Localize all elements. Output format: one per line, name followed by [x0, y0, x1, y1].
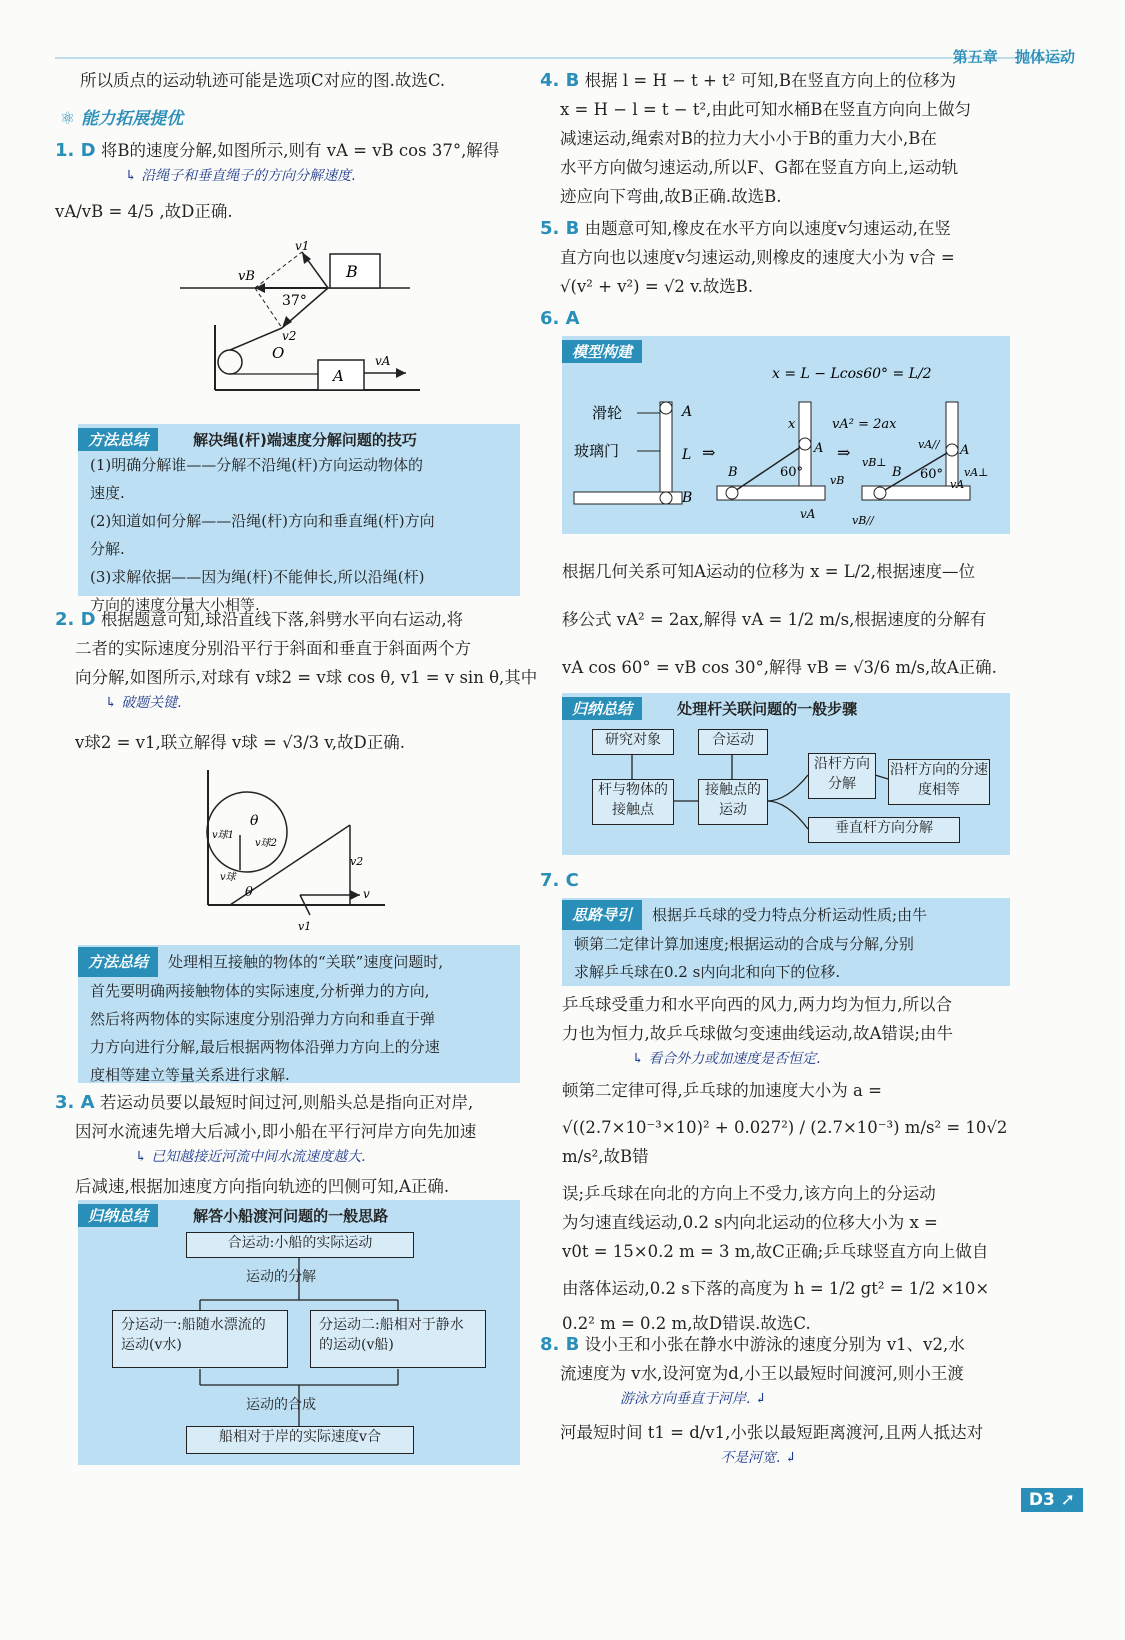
flow-lines — [78, 1200, 520, 1465]
intro-line: 所以质点的运动轨迹可能是选项C对应的图.故选C. — [80, 71, 446, 90]
model-figure — [562, 336, 1010, 534]
svg-text:60°: 60° — [780, 465, 804, 480]
svg-text:B: B — [892, 465, 902, 480]
q1-note: ↳ 沿绳子和垂直绳子的方向分解速度. — [125, 168, 356, 184]
q8-number: 8. B — [540, 1334, 580, 1355]
svg-text:A: A — [814, 441, 824, 456]
q3-number: 3. A — [55, 1092, 95, 1113]
flow-perp-rod: 垂直杆方向分解 — [808, 817, 960, 843]
q6-number: 6. A — [540, 308, 580, 329]
summary-box-1 — [78, 1200, 520, 1465]
method-summary-1 — [78, 424, 520, 614]
method2-line: 然后将两物体的实际速度分别沿弹力方向和垂直于弹 — [90, 1010, 436, 1028]
q7-number: 7. C — [540, 870, 579, 891]
guide-box: 思路导引 根据乒乓球的受力特点分析运动性质;由牛 顿第二定律计算加速度;根据运动的合成与分解,分别 求解乒乓球在0.2 s内向北和向下的位移. — [562, 898, 1010, 986]
svg-text:37°: 37° — [282, 293, 307, 309]
arrow-icon: ➚ — [1054, 1490, 1075, 1510]
method1-line: (3)求解依据——因为绳(杆)不能伸长,所以沿绳(杆) — [90, 568, 425, 586]
method1-title: 解决绳(杆)端速度分解问题的技巧 — [193, 431, 417, 449]
topic-label: 抛体运动 — [1014, 48, 1075, 66]
flow2-lines — [562, 693, 1010, 855]
flow-component-1: 分运动一:船随水漂流的运动(v水) — [112, 1310, 288, 1368]
q7-text: 乒乓球受重力和水平向西的风力,两力均为恒力,所以合 力也为恒力,故乒乓球做匀变速曲线运动,故A错误;由牛 ↳ 看合外力或加速度是否恒定. 顿第二定律可得,乒乓球的加速度大小为 a = √((2.7×10⁻³×10)² + 0.027²) / (2.7×10⁻³) m/s² = 10√2 m/s²,故B错 误;乒乓球在向北的方向上不受力,该方向上的分运动 为匀速直线运动,0.2 s内向北运动的位移大小为 x = v0t = 15×0.2 m = 3 m,故C正确;乒乓球竖直方向上做自 由落体运动,0.2 s下落的高度为 h = 1/2 gt² = 1/2 ×10× 0.2² m = 0.2 m,故D错误.故选C. — [562, 990, 1017, 1338]
svg-text:v球2: v球2 — [255, 838, 278, 849]
q2-figure — [200, 770, 400, 940]
method1-line: (1)明确分解谁——分解不沿绳(杆)方向运动物体的 — [90, 456, 423, 474]
header-rule — [55, 57, 1065, 59]
svg-text:v: v — [363, 887, 370, 901]
method1-line: 速度. — [90, 484, 125, 502]
q2-conclusion: v球2 = v1,联立解得 v球 = √3/3 v,故D正确. — [75, 733, 405, 752]
svg-text:滑轮: 滑轮 — [592, 404, 623, 422]
svg-text:B: B — [346, 262, 358, 281]
svg-text:vB: vB — [238, 269, 255, 284]
q8-block: 8. B 设小王和小张在静水中游泳的速度分别为 v1、v2,水 流速度为 v水,设河宽为d,小王以最短时间渡河,则小王渡 游泳方向垂直于河岸. ↲ 河最短时间 t1 = d/v1,小张以最短距离渡河,且两人抵达对 不是河宽. ↲ — [540, 1330, 1020, 1469]
q3-note: ↳ 已知越接近河流中间水流速度越大. — [135, 1149, 366, 1165]
q1-text: 将B的速度分解,如图所示,则有 vA = vB cos 37°,解得 — [100, 141, 500, 160]
svg-text:v2: v2 — [350, 855, 364, 868]
summary2-title: 处理杆关联问题的一般步骤 — [677, 700, 858, 718]
q2-note: ↳ 破题关键. — [105, 695, 182, 711]
q1-number: 1. D — [55, 140, 96, 161]
method2-tag: 方法总结 — [78, 947, 158, 977]
svg-text:B: B — [728, 465, 738, 480]
svg-text:vA//: vA// — [918, 438, 940, 451]
q1-figure — [170, 240, 430, 415]
q7-number-line — [540, 866, 1020, 895]
svg-text:v2: v2 — [282, 329, 297, 343]
q1-block — [55, 136, 545, 226]
section-title: ⚛ 能力拓展提优 — [60, 109, 184, 129]
q1-conclusion: vA/vB = 4/5 ,故D正确. — [55, 202, 233, 221]
svg-text:L: L — [682, 447, 692, 463]
svg-text:vA: vA — [375, 354, 391, 368]
svg-text:O: O — [272, 344, 285, 362]
svg-text:A: A — [333, 367, 344, 385]
q8-note-1: 游泳方向垂直于河岸. ↲ — [620, 1391, 767, 1407]
flow-actual-velocity: 船相对于岸的实际速度v合 — [186, 1426, 414, 1454]
svg-text:A: A — [682, 404, 693, 420]
summary1-title: 解答小船渡河问题的一般思路 — [193, 1207, 389, 1225]
svg-text:vB//: vB// — [852, 514, 874, 527]
q4-block: 4. B 根据 l = H − t + t² 可知,B在竖直方向上的位移为 x = H − l = t − t²,由此可知水桶B在竖直方向向上做匀 减速运动,绳索对B的拉力大小小于B的重力大小,B在 水平方向做匀速运动,所以F、G都在竖直方向上,运动轨 迹应向下弯曲,故B正确.故选B. — [540, 70, 971, 206]
method1-line: 分解. — [90, 540, 125, 558]
guide-tag: 思路导引 — [562, 900, 642, 930]
summary-box-2 — [562, 693, 1010, 855]
q8-note-2: 不是河宽. ↲ — [720, 1450, 797, 1466]
flow-equal-component: 沿杆方向的分速度相等 — [888, 759, 990, 805]
q2-block: 2. D 根据题意可知,球沿直线下落,斜劈水平向右运动,将 二者的实际速度分别沿平行于斜面和垂直于斜面两个方 向分解,如图所示,对球有 v球2 = v球 cos θ, v1 = v sin θ,其中 ↳ 破题关键. v球2 = v1,联立解得 v球 = √3/3 v,故D正确. — [55, 605, 545, 757]
model-tag: 模型构建 — [562, 340, 642, 363]
q7-note: ↳ 看合外力或加速度是否恒定. — [632, 1051, 821, 1067]
flow-compose: 运动的合成 — [246, 1397, 316, 1413]
chapter-label: 第五章 — [952, 48, 998, 66]
q6-text: 根据几何关系可知A运动的位移为 x = L/2,根据速度—位 移公式 vA² = 2ax,解得 vA = 1/2 m/s,根据速度的分解有 vA cos 60° = vB cos 30°,解得 vB = √3/6 m/s,故A正确. — [562, 562, 997, 677]
flow-component-2: 分运动二:船相对于静水的运动(v船) — [310, 1310, 486, 1368]
svg-text:vA² = 2ax: vA² = 2ax — [832, 417, 897, 432]
q2-number: 2. D — [55, 609, 96, 630]
method-summary-2: 方法总结 处理相互接触的物体的“关联”速度问题时, 首先要明确两接触物体的实际速度,分析弹力的方向, 然后将两物体的实际速度分别沿弹力方向和垂直于弹 力方向进行分解,最后根据两物体沿弹力方向上的分速 度相等建立等量关系进行求解. — [78, 945, 520, 1083]
svg-text:v1: v1 — [295, 240, 310, 253]
model-box — [562, 336, 1010, 534]
svg-text:v1: v1 — [298, 920, 312, 933]
method2-line: 力方向进行分解,最后根据两物体沿弹力方向上的分速 — [90, 1038, 440, 1056]
svg-text:⇒: ⇒ — [837, 443, 851, 462]
flow-decompose: 运动的分解 — [246, 1269, 316, 1285]
svg-text:vA: vA — [800, 507, 816, 521]
flow-contact-point: 杆与物体的接触点 — [592, 779, 674, 825]
atom-icon: ⚛ — [60, 109, 76, 129]
svg-text:vA⊥: vA⊥ — [964, 466, 989, 479]
svg-text:x = L − Lcos60° = L/2: x = L − Lcos60° = L/2 — [772, 366, 932, 382]
flow-motion: 合运动 — [698, 729, 768, 755]
summary2-tag: 归纳总结 — [562, 697, 642, 720]
method1-line: 方向的速度分量大小相等. — [90, 596, 260, 614]
svg-text:vB⊥: vB⊥ — [862, 456, 887, 469]
svg-text:v球1: v球1 — [212, 830, 235, 841]
svg-text:vA: vA — [950, 478, 965, 491]
svg-text:⇒: ⇒ — [702, 443, 716, 462]
q5-number: 5. B — [540, 218, 580, 239]
svg-text:x: x — [788, 417, 796, 432]
method2-line: 度相等建立等量关系进行求解. — [90, 1066, 290, 1084]
svg-text:θ: θ — [250, 813, 259, 829]
svg-text:vB: vB — [830, 474, 845, 487]
chapter-header — [953, 46, 1075, 67]
svg-text:v球: v球 — [220, 872, 236, 883]
q4-number: 4. B — [540, 70, 580, 91]
svg-text:玻璃门: 玻璃门 — [574, 442, 620, 460]
q3-block: 3. A 若运动员要以最短时间过河,则船头总是指向正对岸, 因河水流速先增大后减小,即小船在平行河岸方向先加速 ↳ 已知越接近河流中间水流速度越大. 后减速,根据加速度方向指向轨迹的凹侧可知,A正确. — [55, 1088, 545, 1201]
svg-text:θ: θ — [245, 885, 253, 900]
q6-number-line — [540, 304, 1020, 333]
flow-contact-motion: 接触点的运动 — [698, 779, 768, 825]
method1-line: (2)知道如何分解——沿绳(杆)方向和垂直绳(杆)方向 — [90, 512, 435, 530]
flow-object: 研究对象 — [592, 729, 674, 755]
flow-total-motion: 合运动:小船的实际运动 — [186, 1232, 414, 1258]
svg-text:A: A — [960, 443, 970, 458]
page-number: D3 ➚ — [1021, 1488, 1083, 1512]
method2-line: 首先要明确两接触物体的实际速度,分析弹力的方向, — [90, 982, 430, 1000]
q5-block: 5. B 由题意可知,橡皮在水平方向以速度v匀速运动,在竖 直方向也以速度v匀速运动,则橡皮的速度大小为 v合 = √(v² + v²) = √2 v.故选B. — [540, 218, 955, 296]
svg-text:B: B — [682, 490, 693, 506]
svg-text:60°: 60° — [920, 467, 944, 482]
method1-tag: 方法总结 — [78, 428, 158, 451]
flow-along-rod: 沿杆方向分解 — [808, 753, 876, 799]
summary1-tag: 归纳总结 — [78, 1204, 158, 1227]
